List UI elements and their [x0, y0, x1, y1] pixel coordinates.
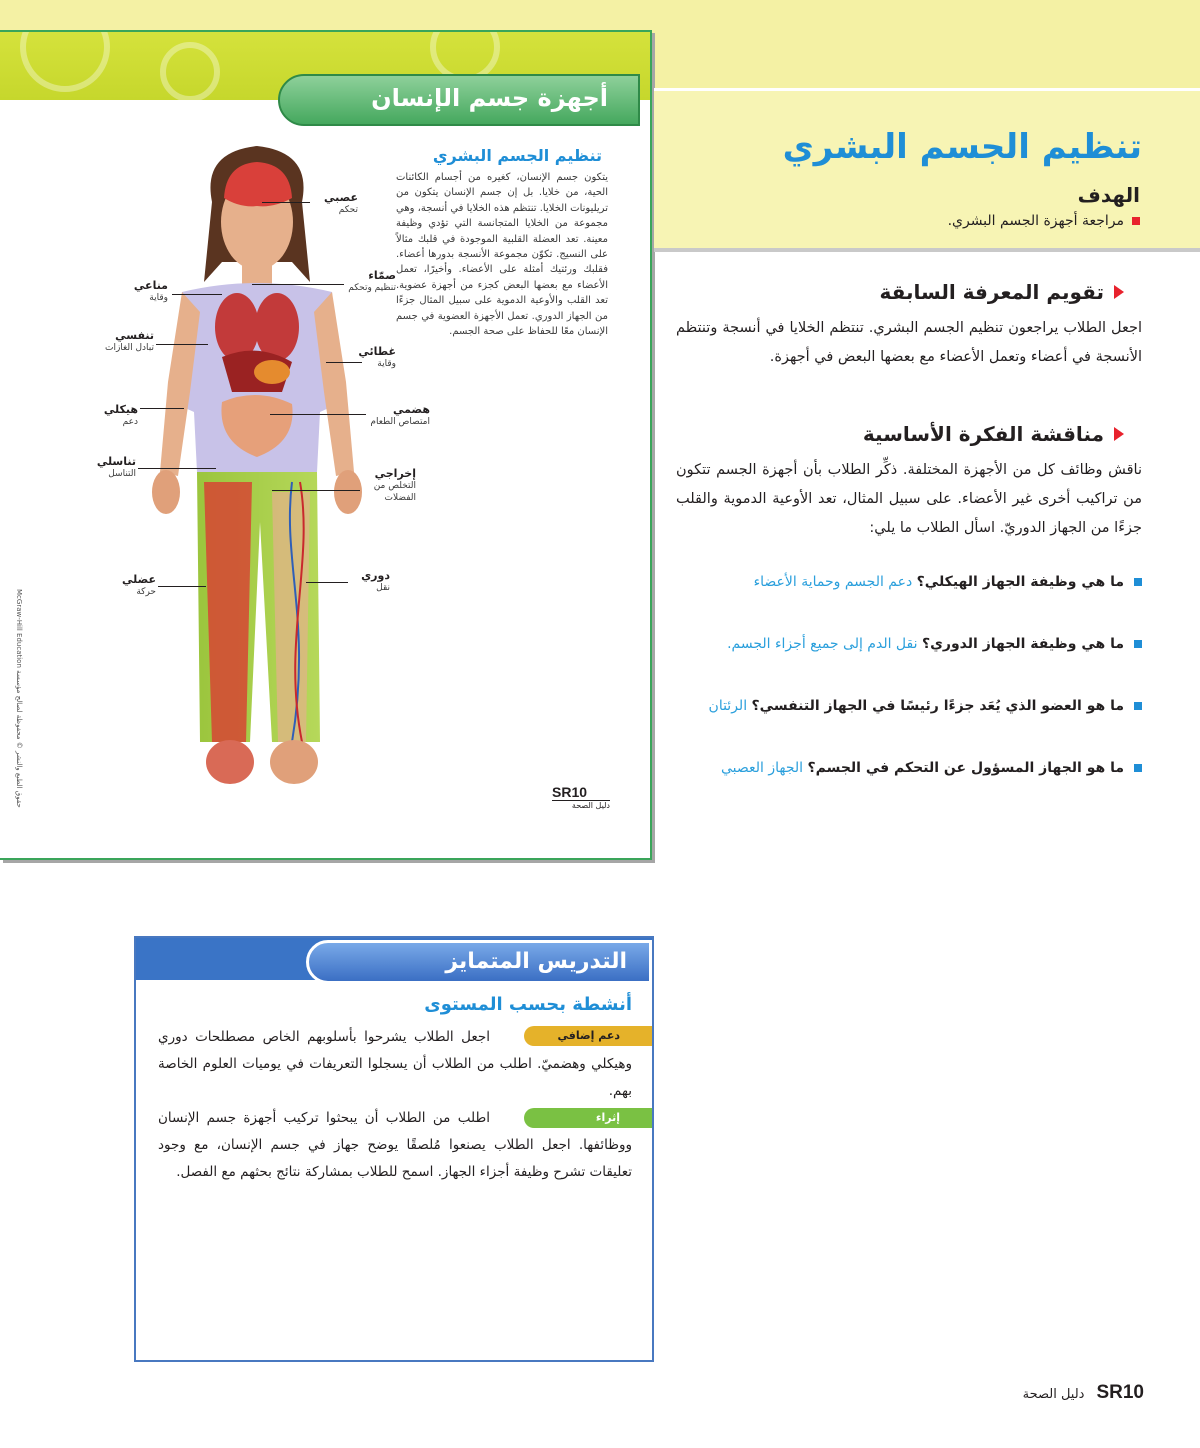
- extra-support-text: اجعل الطلاب يشرحوا بأسلوبهم الخاص مصطلحات دوري وهيكلي وهضميّ. اطلب من الطلاب أن يسجلوا التعريفات في يوميات العلوم الخاصة بهم.: [158, 1029, 632, 1099]
- bullet-square-icon: [1134, 702, 1142, 710]
- question-item: ما هي وظيفة الجهاز الدوري؟ نقل الدم إلى جميع أجزاء الجسم.: [676, 630, 1142, 659]
- label-excretory: إخراجي التخلص من الفضلات: [373, 467, 416, 503]
- triangle-marker-icon: [1114, 427, 1124, 441]
- tag-extra-support: دعم إضافي: [524, 1026, 652, 1046]
- thumbnail-page-number: SR10 دليل الصحة: [552, 784, 610, 810]
- leader-line: [172, 294, 222, 295]
- question-item: ما هو العضو الذي يُعَد جزءًا رئيسًا في الجهاز التنفسي؟ الرئتان: [676, 692, 1142, 721]
- bullet-square-icon: [1134, 640, 1142, 648]
- leader-line: [156, 344, 208, 345]
- footer-guide: دليل الصحة: [1022, 1387, 1085, 1402]
- differentiated-banner: [306, 940, 652, 984]
- label-integumentary: غطائي وقاية: [358, 345, 396, 369]
- question-item: ما هي وظيفة الجهاز الهيكلي؟ دعم الجسم وحماية الأعضاء: [676, 568, 1142, 597]
- leader-line: [158, 586, 206, 587]
- thumbnail-banner: [278, 74, 640, 126]
- prior-knowledge-text: اجعل الطلاب يراجعون تنظيم الجسم البشري. تنتظم الخلايا في أنسجة وتنتظم الأنسجة في أعضاء وتعمل الأعضاء مع بعضها البعض في أجهزة.: [676, 320, 1142, 365]
- leader-line: [262, 202, 310, 203]
- body-systems-illustration: [142, 142, 372, 802]
- page-footer: [1023, 1382, 1144, 1404]
- thumbnail-subtitle: تنظيم الجسم البشري: [432, 146, 602, 165]
- objective-heading: الهدف: [1077, 183, 1140, 207]
- lesson-title: تنظيم الجسم البشري: [782, 127, 1142, 167]
- tag-enrichment: إثراء: [524, 1108, 652, 1128]
- differentiated-title: التدريس المتمايز: [445, 949, 627, 974]
- label-muscular: عضلي حركة: [122, 573, 156, 597]
- differentiated-subtitle: أنشطة بحسب المستوى: [424, 994, 632, 1015]
- label-digestive: هضمي امتصاص الطعام: [370, 403, 430, 427]
- triangle-marker-icon: [1114, 285, 1124, 299]
- bullet-square-icon: [1134, 764, 1142, 772]
- label-nervous: عصبي تحكم: [324, 191, 358, 215]
- question-item: ما هو الجهاز المسؤول عن التحكم في الجسم؟ الجهاز العصبي: [676, 754, 1142, 783]
- label-skeletal: هيكلي دعم: [103, 403, 138, 427]
- human-body-figure: [142, 142, 372, 802]
- label-circulatory: دوري نقل: [361, 569, 390, 593]
- thumbnail-banner-title: أجهزة جسم الإنسان: [371, 84, 608, 112]
- label-respiratory: تنفسي تبادل الغازات: [104, 329, 154, 353]
- enrichment-text: اطلب من الطلاب أن يبحثوا تركيب أجهزة جسم الإنسان ووظائفها. اجعل الطلاب يصنعوا مُلصقًا يوضح جهاز في جسم الإنسان، مع وجود تعليقات تشرح وظيفة أجزاء الجهاز. اسمح للطلاب بمشاركة نتائج بحثهم مع الفصل.: [158, 1110, 632, 1180]
- leader-line: [138, 468, 216, 469]
- label-endocrine: صمّاء تنظيم وتحكم: [348, 269, 396, 293]
- copyright-vertical: McGraw-Hill Education حقوق الطبع والنشر © محفوظة لصالح مؤسسة: [15, 589, 23, 808]
- prior-knowledge-heading: تقويم المعرفة السابقة: [879, 280, 1124, 304]
- label-immune: مناعي وقاية: [133, 279, 168, 303]
- leader-line: [306, 582, 348, 583]
- student-page-thumbnail: [0, 30, 652, 860]
- differentiated-instruction-box: [134, 936, 654, 1362]
- big-idea-text: ناقش وظائف كل من الأجهزة المختلفة. ذكِّر الطلاب بأن أجهزة الجسم تتكون من تراكيب أخرى غير الأعضاء. على سبيل المثال، تعد الأوعية الدموية والقلب جزءًا من الجهاز الدوريّ. اسأل الطلاب ما يلي:: [676, 462, 1142, 536]
- lesson-header: [654, 88, 1200, 248]
- label-reproductive: تناسلي التناسل: [96, 455, 136, 479]
- bullet-square-icon: [1132, 217, 1140, 225]
- bullet-square-icon: [1134, 578, 1142, 586]
- thumbnail-body-text: يتكون جسم الإنسان، كغيره من أجسام الكائنات الحية، من خلايا. بل إن جسم الإنسان يتكون من تريليونات الخلايا. تنتظم هذه الخلايا في أنسجة، وهي مجموعة من الخلايا المتجانسة التي تؤدي وظيفة معينة. تعد العضلة القلبية الموجودة في قلبك مثالاً على النسيج. تكوّن مجموعة الأنسجة بدورها أعضاء. فقلبك ورئتيك أمثلة على الأعضاء. وأخيرًا، تعمل الأعضاء مع بعضها البعض كجزء من أجهزة عضوية. تعد القلب والأوعية الدموية على سبيل المثال جزءًا من الجهاز الدوري. تعمل الأجهزة العضوية في جسم الإنسان معًا للحفاظ على صحة الجسم.: [396, 172, 608, 338]
- leader-line: [140, 408, 184, 409]
- page-number: SR10: [1096, 1382, 1144, 1403]
- big-idea-heading: مناقشة الفكرة الأساسية: [863, 422, 1124, 446]
- objective-item: مراجعة أجهزة الجسم البشري.: [948, 213, 1140, 229]
